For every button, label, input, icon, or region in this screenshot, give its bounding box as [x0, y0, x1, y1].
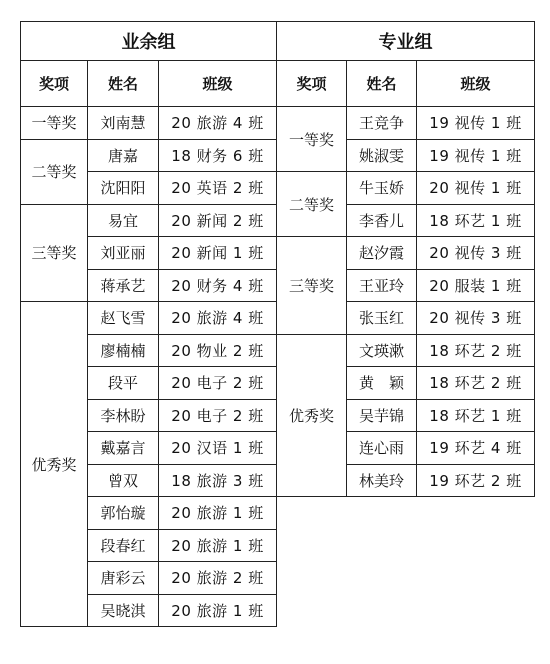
professional-name-cell: 牛玉娇 [347, 172, 417, 205]
professional-name-cell: 林美玲 [347, 464, 417, 497]
professional-class-cell: 18 环艺 1 班 [417, 399, 535, 432]
amateur-class-cell: 20 财务 4 班 [159, 269, 277, 302]
amateur-award-header: 奖项 [21, 61, 88, 107]
amateur-class-cell: 20 电子 2 班 [159, 399, 277, 432]
amateur-group-title: 业余组 [21, 22, 277, 61]
professional-class-cell: 20 视传 1 班 [417, 172, 535, 205]
empty-area [277, 497, 535, 627]
professional-name-header: 姓名 [347, 61, 417, 107]
professional-name-cell: 黄 颖 [347, 367, 417, 400]
professional-award-cell: 三等奖 [277, 237, 347, 335]
amateur-name-cell: 蒋承艺 [88, 269, 159, 302]
amateur-name-cell: 廖楠楠 [88, 334, 159, 367]
amateur-class-cell: 20 旅游 4 班 [159, 302, 277, 335]
professional-name-cell: 姚淑雯 [347, 139, 417, 172]
amateur-award-cell: 一等奖 [21, 107, 88, 140]
professional-name-cell: 李香儿 [347, 204, 417, 237]
amateur-name-cell: 赵飞雪 [88, 302, 159, 335]
amateur-name-cell: 唐嘉 [88, 139, 159, 172]
amateur-name-cell: 段平 [88, 367, 159, 400]
amateur-class-cell: 20 物业 2 班 [159, 334, 277, 367]
amateur-name-cell: 易宜 [88, 204, 159, 237]
amateur-name-cell: 沈阳阳 [88, 172, 159, 205]
professional-class-cell: 19 环艺 2 班 [417, 464, 535, 497]
amateur-name-cell: 戴嘉言 [88, 432, 159, 465]
professional-award-cell: 一等奖 [277, 107, 347, 172]
amateur-class-header: 班级 [159, 61, 277, 107]
professional-name-cell: 王竞争 [347, 107, 417, 140]
professional-name-cell: 吴芋锦 [347, 399, 417, 432]
professional-name-cell: 赵汐霞 [347, 237, 417, 270]
amateur-class-cell: 20 电子 2 班 [159, 367, 277, 400]
table-row [21, 107, 535, 140]
table-row [21, 172, 535, 205]
professional-class-cell: 20 服装 1 班 [417, 269, 535, 302]
table-row [21, 237, 535, 270]
professional-class-cell: 18 环艺 1 班 [417, 204, 535, 237]
amateur-class-cell: 20 新闻 1 班 [159, 237, 277, 270]
amateur-name-header: 姓名 [88, 61, 159, 107]
amateur-class-cell: 20 旅游 1 班 [159, 529, 277, 562]
amateur-name-cell: 唐彩云 [88, 562, 159, 595]
professional-class-cell: 19 环艺 4 班 [417, 432, 535, 465]
professional-class-header: 班级 [417, 61, 535, 107]
professional-name-cell: 文瑛漱 [347, 334, 417, 367]
amateur-class-cell: 20 旅游 1 班 [159, 497, 277, 530]
table-row [21, 497, 535, 530]
amateur-name-cell: 郭怡璇 [88, 497, 159, 530]
amateur-name-cell: 曾双 [88, 464, 159, 497]
amateur-name-cell: 段春红 [88, 529, 159, 562]
professional-award-cell: 二等奖 [277, 172, 347, 237]
amateur-class-cell: 18 旅游 3 班 [159, 464, 277, 497]
amateur-class-cell: 20 汉语 1 班 [159, 432, 277, 465]
amateur-class-cell: 18 财务 6 班 [159, 139, 277, 172]
professional-class-cell: 18 环艺 2 班 [417, 334, 535, 367]
professional-award-header: 奖项 [277, 61, 347, 107]
professional-class-cell: 18 环艺 2 班 [417, 367, 535, 400]
professional-class-cell: 19 视传 1 班 [417, 107, 535, 140]
amateur-class-cell: 20 旅游 4 班 [159, 107, 277, 140]
amateur-award-cell: 优秀奖 [21, 302, 88, 627]
amateur-name-cell: 李林盼 [88, 399, 159, 432]
amateur-award-cell: 三等奖 [21, 204, 88, 302]
amateur-class-cell: 20 旅游 1 班 [159, 594, 277, 627]
professional-class-cell: 19 视传 1 班 [417, 139, 535, 172]
awards-table [20, 21, 535, 627]
professional-name-cell: 张玉红 [347, 302, 417, 335]
amateur-award-cell: 二等奖 [21, 139, 88, 204]
amateur-class-cell: 20 英语 2 班 [159, 172, 277, 205]
amateur-name-cell: 吴晓淇 [88, 594, 159, 627]
amateur-name-cell: 刘亚丽 [88, 237, 159, 270]
professional-name-cell: 王亚玲 [347, 269, 417, 302]
table-row [21, 334, 535, 367]
professional-name-cell: 连心雨 [347, 432, 417, 465]
amateur-class-cell: 20 新闻 2 班 [159, 204, 277, 237]
amateur-class-cell: 20 旅游 2 班 [159, 562, 277, 595]
professional-class-cell: 20 视传 3 班 [417, 237, 535, 270]
professional-award-cell: 优秀奖 [277, 334, 347, 497]
professional-class-cell: 20 视传 3 班 [417, 302, 535, 335]
professional-group-title: 专业组 [277, 22, 535, 61]
amateur-name-cell: 刘南慧 [88, 107, 159, 140]
